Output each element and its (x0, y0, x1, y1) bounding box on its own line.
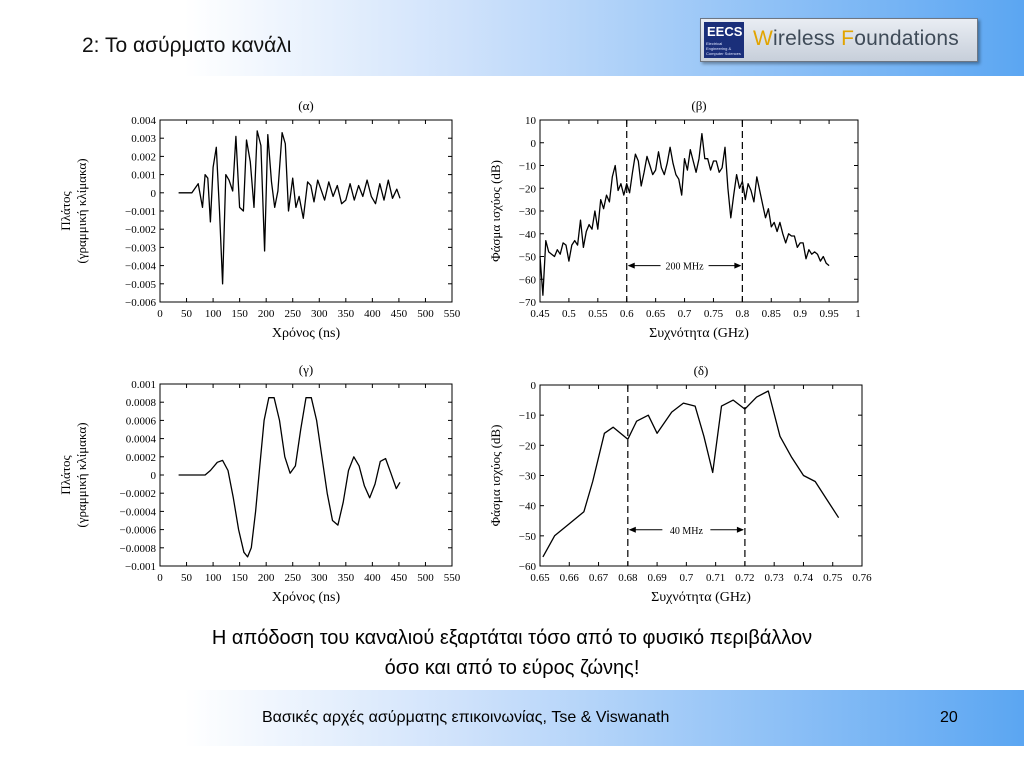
footer-text: Βασικές αρχές ασύρματης επικοινωνίας, Tse & Viswanath (262, 709, 670, 726)
chart-d-ylabel: Φάσμα ισχύος (dB) (488, 424, 503, 527)
chart-c-xtick-label: 450 (390, 572, 408, 584)
chart-b-xtick-label: 0.65 (646, 308, 666, 320)
chart-d-xtick-label: 0.75 (823, 572, 843, 584)
chart-a-ytick-label: −0.004 (125, 260, 156, 273)
chart-c-xtick-label: 150 (231, 572, 248, 584)
chart-c-ytick-label: 0 (150, 470, 156, 482)
chart-a-ytick-label: −0.001 (125, 206, 156, 218)
chart-d-title: (δ) (693, 363, 709, 378)
chart-c-xtick-label: 100 (204, 572, 222, 584)
chart-d-xtick-label: 0.68 (618, 572, 638, 584)
chart-b-ytick-label: −30 (518, 206, 536, 218)
chart-c-xtick-label: 0 (157, 572, 163, 584)
chart-a-frame (160, 120, 452, 302)
chart-d-xtick-label: 0.71 (706, 572, 726, 584)
chart-a-xtick-label: 50 (181, 308, 193, 320)
chart-d-ytick-label: −20 (518, 440, 536, 453)
chart-a-xtick-label: 500 (417, 308, 434, 320)
chart-b-xtick-label: 0.6 (619, 308, 634, 320)
wireless-foundations-logo (700, 18, 978, 62)
chart-b-xtick-label: 0.85 (761, 308, 781, 320)
chart-b-bandwidth-label: 200 MHz (665, 261, 704, 273)
chart-c-ytick-label: 0.0006 (125, 415, 156, 428)
chart-a-ytick-label: 0.002 (131, 151, 156, 164)
chart-a-xtick-label: 100 (204, 308, 222, 320)
chart-c-xtick-label: 200 (257, 572, 275, 584)
chart-b-xtick-label: 1 (855, 308, 861, 320)
chart-d-bandwidth-label: 40 MHz (669, 525, 703, 537)
chart-a-xtick-label: 0 (157, 308, 163, 320)
chart-c-impulse-response (52, 356, 462, 612)
chart-b-ylabel: Φάσμα ισχύος (dB) (488, 160, 503, 262)
chart-c-ytick-label: −0.0006 (119, 524, 156, 537)
chart-a-xlabel: Χρόνος (ns) (271, 326, 341, 341)
chart-d-ytick-label: −40 (518, 500, 536, 513)
chart-b-ytick-label: −70 (518, 297, 536, 309)
slide-title: 2: Το ασύρματο κανάλι (82, 34, 292, 57)
chart-c-ytick-label: 0.0008 (125, 397, 156, 410)
eecs-logo-subtitle: Electrical Engineering & Computer Sciences (706, 41, 741, 56)
chart-d-xtick-label: 0.74 (793, 572, 814, 584)
chart-b-xlabel: Συχνότητα (GHz) (649, 326, 749, 341)
chart-b-power-spectrum (486, 92, 866, 348)
chart-c-ytick-label: −0.0004 (119, 506, 156, 519)
chart-b-xtick-label: 0.8 (735, 308, 750, 320)
chart-c-xtick-label: 500 (417, 572, 434, 584)
chart-c-ytick-label: −0.0002 (119, 488, 156, 501)
chart-a-title: (α) (298, 98, 314, 113)
chart-d-xtick-label: 0.69 (647, 572, 667, 584)
chart-b-frame (540, 120, 858, 302)
chart-a-xtick-label: 200 (257, 308, 275, 320)
chart-d-xtick-label: 0.66 (559, 572, 579, 584)
chart-d-xtick-label: 0.7 (679, 572, 694, 584)
chart-d-frame (540, 385, 862, 566)
chart-a-xtick-label: 550 (443, 308, 461, 320)
eecs-logo-text: EECS (707, 24, 743, 39)
wireless-foundations-wordmark: Wireless Foundations (753, 27, 959, 50)
chart-a-ytick-label: −0.003 (125, 242, 156, 255)
chart-a-ytick-label: 0.001 (131, 169, 156, 182)
chart-b-xtick-label: 0.7 (677, 308, 692, 320)
chart-a-ylabel-line2: (γραμμική κλίμακα) (74, 158, 89, 264)
chart-b-ytick-label: −40 (518, 228, 536, 241)
chart-a-ytick-label: −0.002 (125, 224, 156, 237)
chart-c-ytick-label: −0.001 (125, 561, 156, 573)
chart-c-ylabel-line2: (γραμμική κλίμακα) (74, 422, 89, 528)
chart-a-series-line (179, 131, 400, 284)
chart-d-xtick-label: 0.72 (735, 572, 755, 584)
chart-a-xtick-label: 400 (364, 308, 381, 320)
chart-d-xtick-label: 0.76 (852, 572, 872, 584)
chart-a-xtick-label: 450 (390, 308, 408, 320)
chart-a-ytick-label: −0.006 (125, 297, 156, 309)
chart-b-xtick-label: 0.45 (530, 308, 550, 320)
chart-d-xlabel: Συχνότητα (GHz) (651, 590, 751, 605)
chart-b-ytick-label: −20 (518, 183, 536, 196)
chart-b-ytick-label: −10 (518, 160, 536, 173)
chart-a-xtick-label: 150 (231, 308, 248, 320)
chart-b-xtick-label: 0.55 (588, 308, 608, 320)
chart-c-title: (γ) (298, 362, 314, 377)
page-number: 20 (940, 709, 958, 726)
chart-d-ytick-label: −60 (518, 561, 536, 573)
chart-d-ytick-label: −10 (518, 410, 536, 423)
chart-d-ytick-label: 0 (530, 380, 536, 392)
chart-a-xtick-label: 350 (337, 308, 355, 320)
chart-a-xtick-label: 250 (284, 308, 301, 320)
chart-d-power-spectrum (486, 356, 872, 612)
chart-b-ytick-label: −50 (518, 251, 536, 264)
chart-a-ytick-label: 0.003 (131, 133, 156, 146)
chart-a-ytick-label: −0.005 (125, 278, 156, 291)
chart-b-xtick-label: 0.9 (793, 308, 808, 320)
chart-c-ytick-label: 0.0002 (125, 451, 156, 464)
chart-b-xtick-label: 0.95 (819, 308, 839, 320)
chart-a-xtick-label: 300 (311, 308, 328, 320)
chart-c-ytick-label: 0.0004 (125, 433, 156, 446)
chart-d-xtick-label: 0.73 (764, 572, 784, 584)
chart-b-ytick-label: −60 (518, 274, 536, 287)
chart-c-ytick-label: 0.001 (131, 379, 156, 391)
chart-a-ytick-label: 0.004 (131, 115, 156, 127)
eecs-logo (704, 22, 744, 58)
chart-c-xtick-label: 350 (337, 572, 355, 584)
chart-c-ytick-label: −0.0008 (119, 542, 156, 555)
chart-a-ylabel-line1: Πλάτος (58, 191, 73, 231)
chart-d-bandwidth-arrowhead-left (629, 527, 636, 533)
chart-b-ytick-label: 0 (530, 137, 536, 150)
chart-c-xtick-label: 550 (443, 572, 461, 584)
chart-d-bandwidth-arrowhead-right (737, 527, 744, 533)
chart-c-xlabel: Χρόνος (ns) (271, 590, 341, 605)
chart-d-ytick-label: −30 (518, 470, 536, 483)
chart-b-xtick-label: 0.75 (703, 308, 724, 320)
chart-c-xtick-label: 400 (364, 572, 381, 584)
caption-line-1: Η απόδοση του καναλιού εξαρτάται τόσο από το φυσικό περιβάλλον (211, 627, 813, 649)
caption-line-2: όσο και από το εύρος ζώνης! (384, 657, 640, 679)
chart-c-ylabel-line1: Πλάτος (58, 455, 73, 495)
chart-d-ytick-label: −50 (518, 530, 536, 543)
chart-c-series-line (179, 398, 400, 557)
chart-a-ytick-label: 0 (150, 187, 156, 200)
chart-d-xtick-label: 0.67 (588, 572, 609, 584)
chart-c-xtick-label: 50 (181, 572, 193, 584)
chart-b-xtick-label: 0.5 (562, 308, 576, 320)
chart-a-impulse-response (52, 92, 462, 348)
chart-d-xtick-label: 0.65 (530, 572, 550, 584)
chart-b-bandwidth-arrowhead-right (734, 263, 741, 269)
chart-c-xtick-label: 250 (284, 572, 301, 584)
chart-b-bandwidth-arrowhead-left (628, 263, 635, 269)
chart-b-title: (β) (691, 98, 707, 113)
chart-b-ytick-label: 10 (525, 115, 536, 127)
chart-c-xtick-label: 300 (311, 572, 328, 584)
